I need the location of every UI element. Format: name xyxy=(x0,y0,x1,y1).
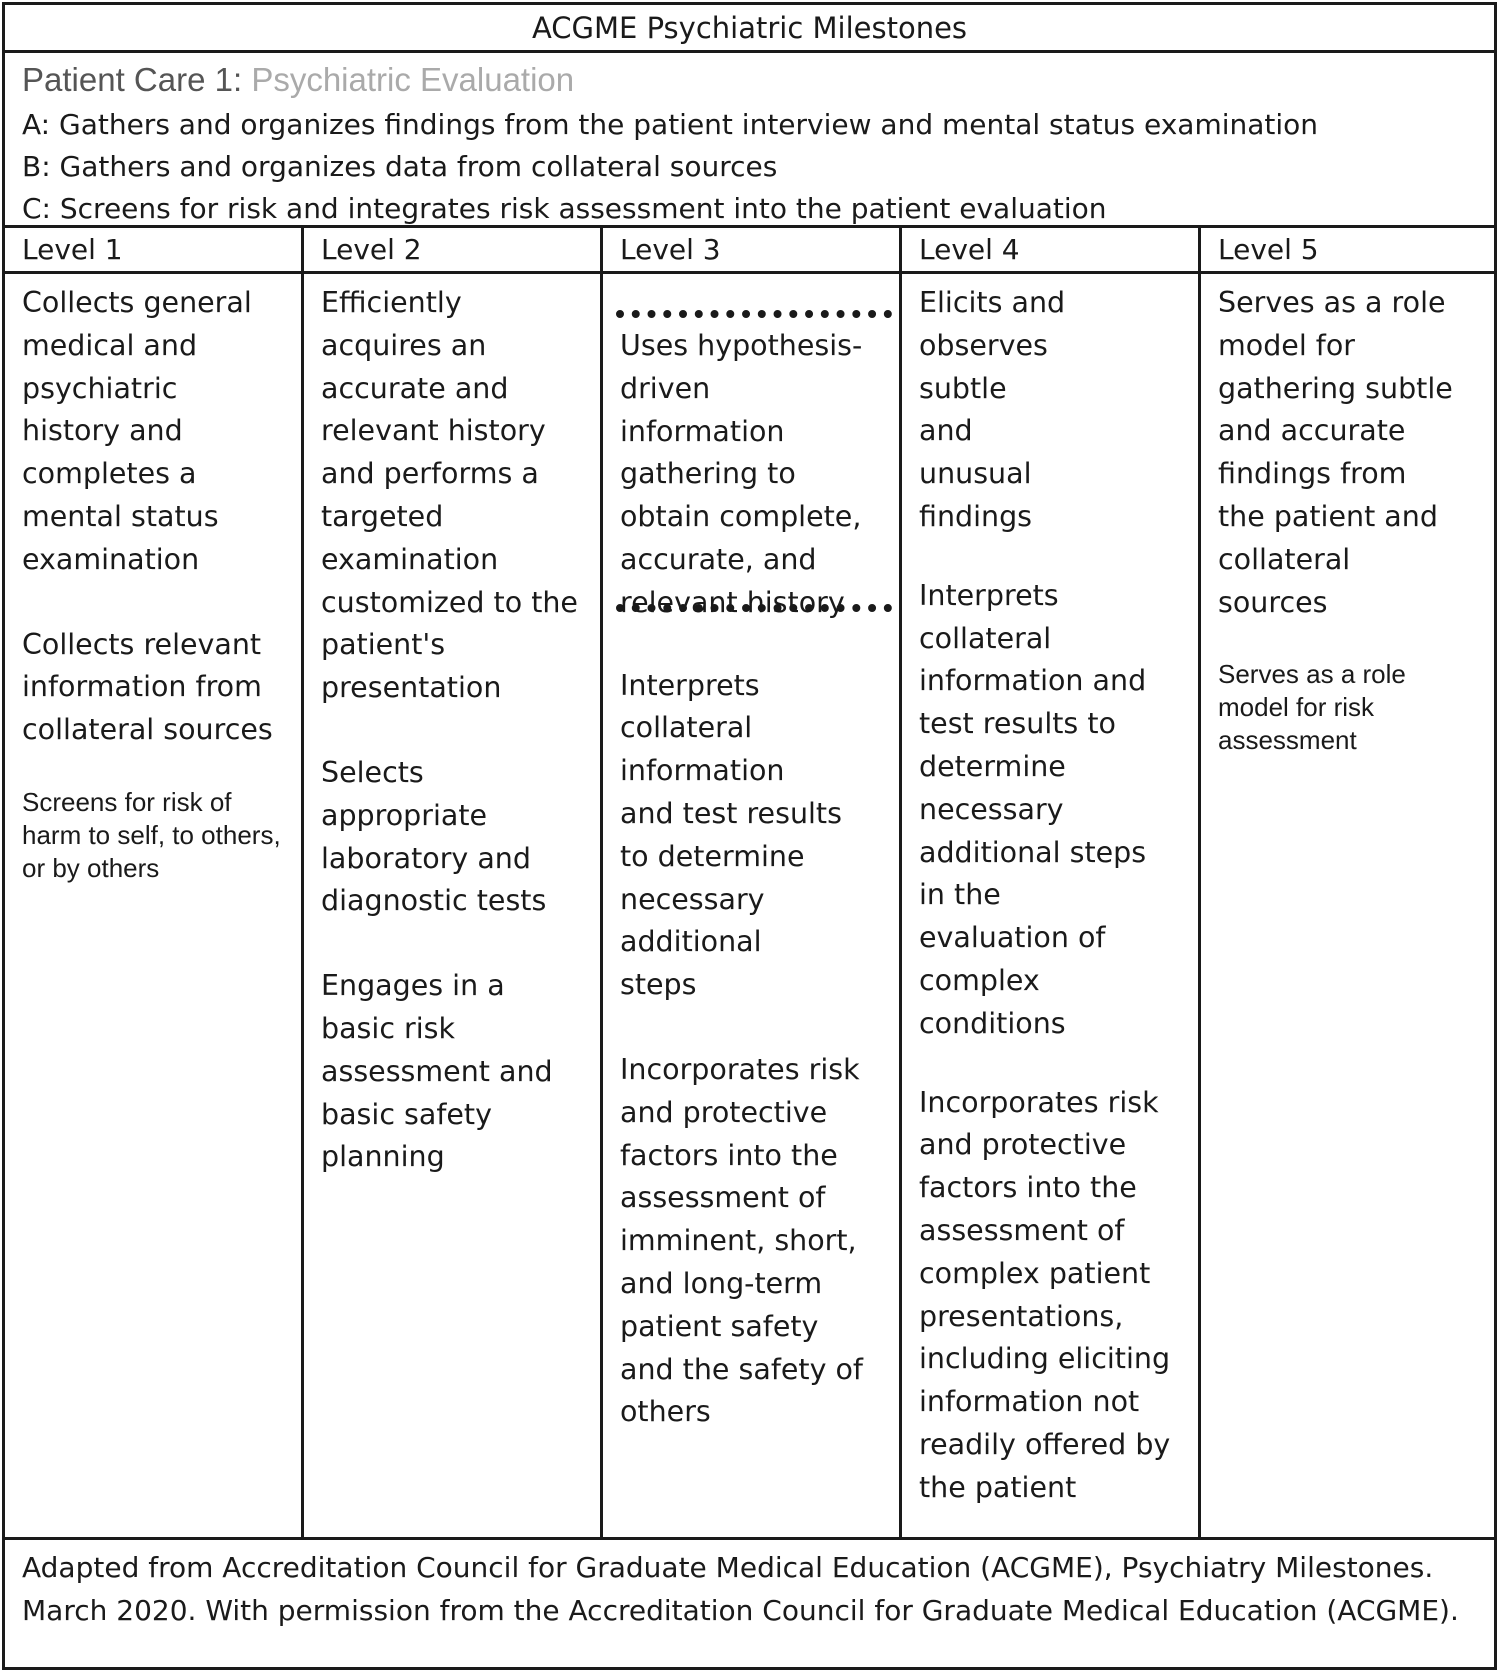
level-4-findings: Elicits and observes subtle and unusual findings xyxy=(919,286,1066,533)
level-1-collateral: Collects relevant information from collateral sources xyxy=(22,627,273,747)
level-2-history: Efficiently acquires an accurate and relevant history and performs a targeted examination customized to the patient's presentation xyxy=(321,286,578,705)
level-1-header: Level 1 xyxy=(5,228,304,271)
level-3-risk: Incorporates risk and protective factors into the assessment of imminent, short, and long-term patient safety and the safety of others xyxy=(620,1052,863,1429)
table-title: ACGME Psychiatric Milestones xyxy=(5,5,1494,53)
level-4-risk: Incorporates risk and protective factors into the assessment of complex patient presentations, including eliciting information not readily offered by the patient xyxy=(919,1085,1171,1504)
competency-header xyxy=(5,53,1494,228)
level-header-row xyxy=(5,228,1494,274)
level-1-history: Collects general medical and psychiatric history and completes a mental status examination xyxy=(22,286,252,576)
level-3-column xyxy=(603,274,902,1537)
level-4-column xyxy=(902,274,1201,1537)
level-4-collateral: Interprets collateral information and test results to determine necessary additional steps in the evaluation of complex conditions xyxy=(919,578,1147,1040)
level-2-risk: Engages in a basic risk assessment and basic safety planning xyxy=(321,969,553,1174)
level-3-history: Uses hypothesis-driven information gathering to obtain complete, accurate, and relevant history xyxy=(620,329,863,619)
level-5-column xyxy=(1201,274,1494,1537)
level-2-tests: Selects appropriate laboratory and diagnostic tests xyxy=(321,755,547,918)
competency-label: Patient Care 1 xyxy=(22,61,233,98)
competency-subtitle: Psychiatric Evaluation xyxy=(251,61,575,98)
level-2-column xyxy=(304,274,603,1537)
subcompetency-a: A: Gathers and organizes findings from the patient interview and mental status examination xyxy=(22,108,1319,141)
level-3-header: Level 3 xyxy=(603,228,902,271)
bottom-dotted-divider xyxy=(616,604,892,612)
level-5-risk: Serves as a role model for risk assessment xyxy=(1218,659,1406,756)
level-5-header: Level 5 xyxy=(1218,233,1319,266)
subcompetency-b: B: Gathers and organizes data from collateral sources xyxy=(22,150,778,183)
subcompetency-c: C: Screens for risk and integrates risk assessment into the patient evaluation xyxy=(22,192,1107,225)
top-dotted-divider xyxy=(616,310,892,318)
milestones-content-row xyxy=(5,274,1494,1540)
level-3-collateral: Interprets collateral information and test results to determine necessary additional steps xyxy=(620,668,842,1002)
level-1-risk: Screens for risk of harm to self, to others, or by others xyxy=(22,786,281,883)
level-4-header: Level 4 xyxy=(902,228,1201,271)
level-2-header: Level 2 xyxy=(304,228,603,271)
level-5-findings: Serves as a role model for gathering subtle and accurate findings from the patient and collateral sources xyxy=(1218,286,1453,619)
milestones-table xyxy=(2,2,1497,1670)
competency-separator: : xyxy=(232,61,252,98)
competency-line xyxy=(22,60,1494,104)
level-1-column xyxy=(5,274,304,1537)
source-note: Adapted from Accreditation Council for Graduate Medical Education (ACGME), Psychiatry Milestones. March 2020. With permission from the Accreditation Council for Graduate Medical Education (ACGME). xyxy=(22,1551,1459,1627)
